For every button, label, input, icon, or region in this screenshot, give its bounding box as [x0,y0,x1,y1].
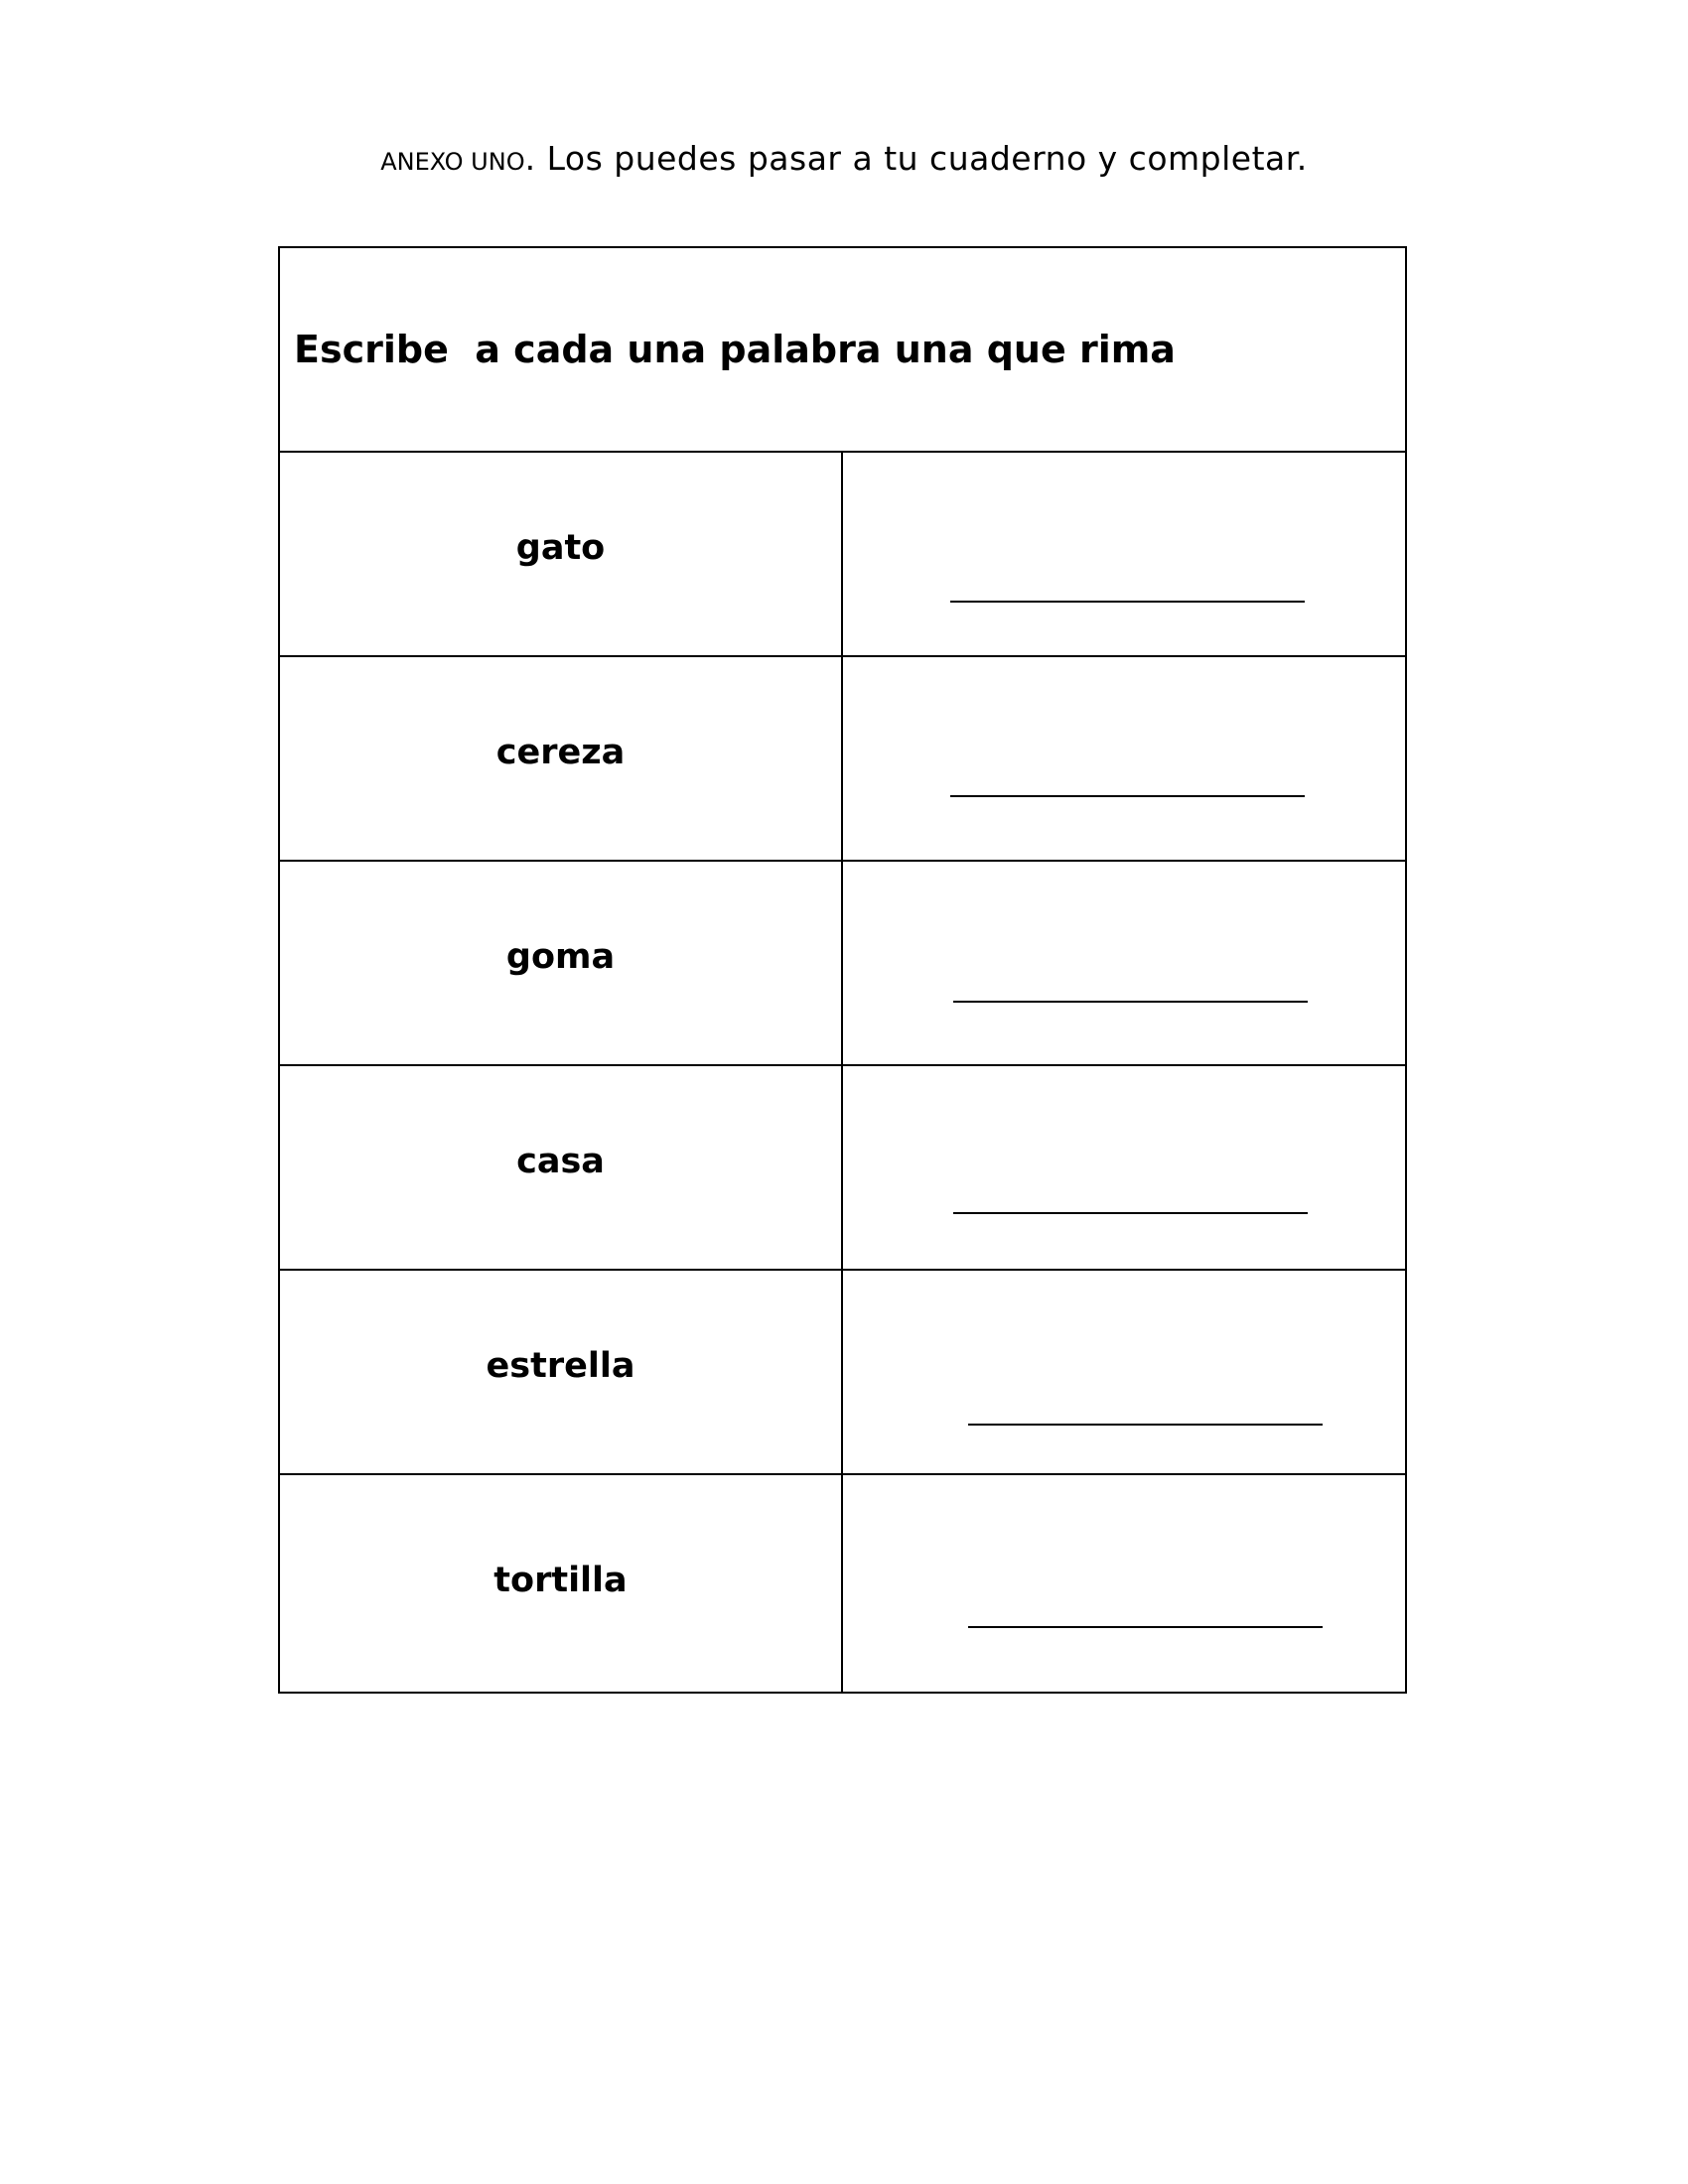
word-rows [280,453,1405,1694]
word-gato: gato [515,528,606,568]
worksheet-row [280,862,1405,1066]
word-cereza: cereza [495,733,626,772]
answer-cell [843,453,1405,655]
instruction-text: Escribe a cada una palabra una que rima [294,328,1176,371]
worksheet-row [280,1271,1405,1475]
answer-cell [843,862,1405,1064]
answer-cell [843,1066,1405,1269]
word-casa: casa [516,1142,605,1181]
page-heading [0,139,1688,178]
heading-text: . Los puedes pasar a tu cuaderno y completar. [524,139,1308,178]
word-tortilla: tortilla [493,1561,628,1600]
answer-blank-line[interactable] [950,795,1305,797]
answer-cell [843,1271,1405,1473]
answer-blank-line[interactable] [953,1001,1308,1003]
word-goma: goma [505,937,616,977]
word-cell [280,862,843,1064]
word-cell [280,1271,843,1473]
worksheet-row [280,1066,1405,1271]
answer-blank-line[interactable] [953,1212,1308,1214]
worksheet-row [280,657,1405,862]
answer-cell [843,1475,1405,1694]
word-cell [280,1066,843,1269]
instruction-cell [280,248,1405,453]
annex-label: ANEXO UNO [380,148,525,176]
worksheet-row [280,1475,1405,1694]
word-cell [280,1475,843,1694]
rhyme-worksheet-table [278,246,1407,1694]
worksheet-row [280,453,1405,657]
word-cell [280,657,843,860]
word-cell [280,453,843,655]
answer-blank-line[interactable] [968,1626,1323,1628]
answer-blank-line[interactable] [968,1424,1323,1426]
word-estrella: estrella [486,1346,635,1386]
answer-cell [843,657,1405,860]
answer-blank-line[interactable] [950,601,1305,603]
